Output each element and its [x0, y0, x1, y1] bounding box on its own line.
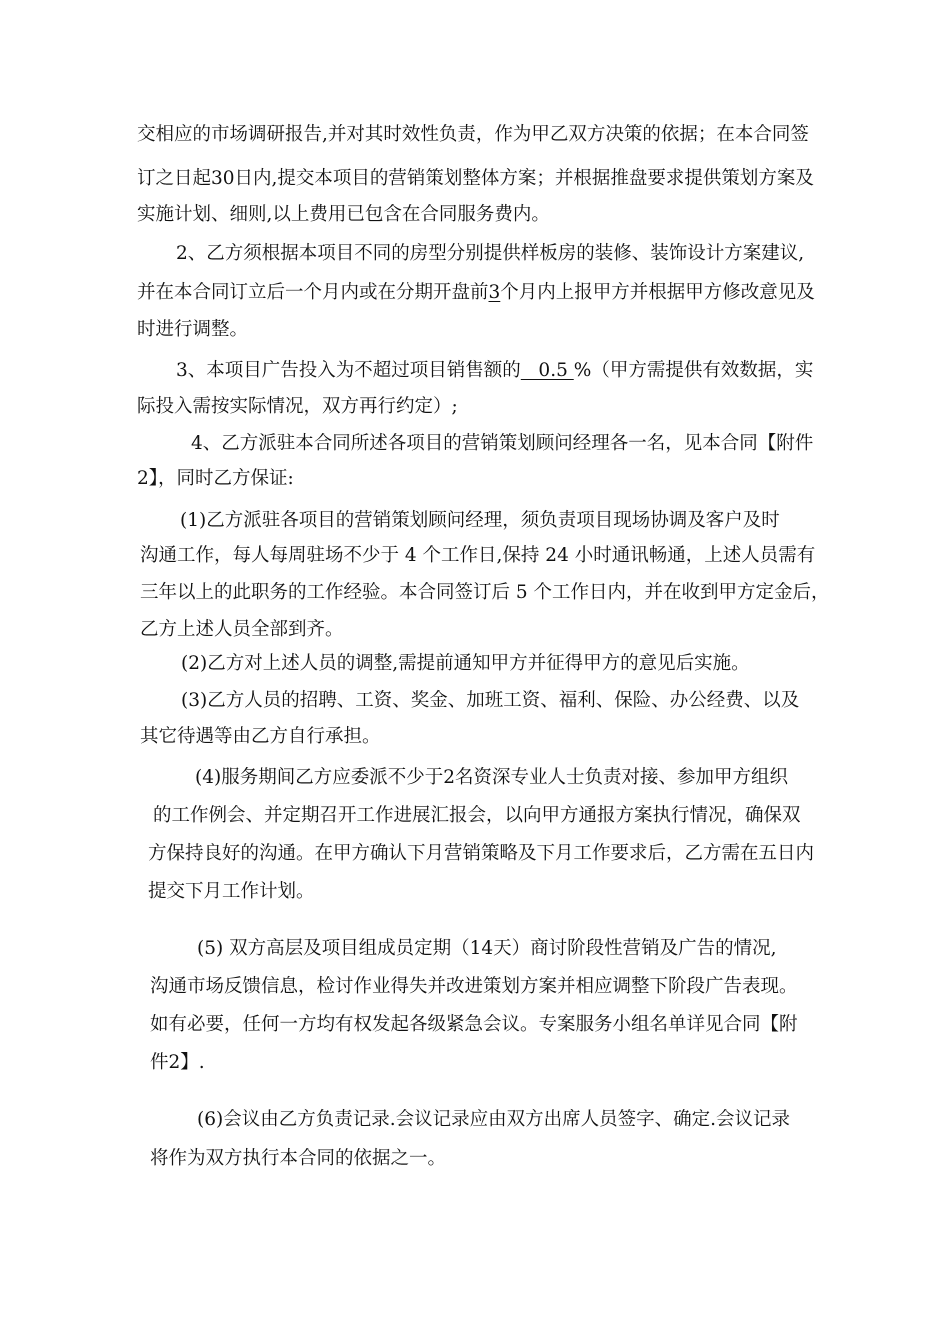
text-span: 3、本项目广告投入为不超过项目销售额的: [176, 360, 521, 381]
text-line: 实施计划、细则,以上费用已包含在合同服务费内。: [137, 204, 550, 225]
text-line: 沟通工作，每人每周驻场不少于 4 个工作日,保持 24 小时通讯畅通，上述人员需有: [140, 545, 816, 566]
text-line: 将作为双方执行本合同的依据之一。: [150, 1148, 447, 1169]
text-line: 际投入需按实际情况，双方再行约定）;: [137, 396, 458, 417]
underlined-number: 3: [488, 282, 501, 303]
text-line: 如有必要，任何一方均有权发起各级紧急会议。专案服务小组名单详见合同【附: [150, 1014, 798, 1035]
text-line: 2、乙方须根据本项目不同的房型分别提供样板房的装修、装饰设计方案建议,: [176, 243, 805, 264]
text-span: %（甲方需提供有效数据，实: [573, 360, 814, 381]
text-line: 订之日起30日内,提交本项目的营销策划整体方案；并根据推盘要求提供策划方案及: [137, 168, 814, 189]
text-line: 时进行调整。: [137, 319, 249, 340]
text-line: 2】，同时乙方保证:: [137, 468, 294, 489]
text-line: 三年以上的此职务的工作经验。本合同签订后 5 个工作日内，并在收到甲方定金后，: [140, 582, 830, 603]
text-line: [137, 284, 815, 303]
text-line: 其它待遇等由乙方自行承担。: [140, 726, 381, 747]
text-line: 件2】.: [150, 1052, 205, 1073]
text-line: 交相应的市场调研报告,并对其时效性负责，作为甲乙双方决策的依据；在本合同签: [137, 124, 809, 145]
text-line: 的工作例会、并定期召开工作进展汇报会，以向甲方通报方案执行情况，确保双: [153, 805, 801, 826]
text-line: 方保持良好的沟通。在甲方确认下月营销策略及下月工作要求后，乙方需在五日内: [148, 843, 815, 864]
text-span: 个月内上报甲方并根据甲方修改意见及: [500, 282, 815, 303]
text-span: 并在本合同订立后一个月内或在分期开盘前: [137, 282, 489, 303]
text-line: (6)会议由乙方负责记录.会议记录应由双方出席人员签字、确定.会议记录: [197, 1109, 790, 1130]
text-line: 提交下月工作计划。: [148, 881, 315, 902]
ad-percentage-value: 0.5: [520, 360, 574, 381]
text-line: [176, 362, 813, 381]
text-line: 沟通市场反馈信息，检讨作业得失并改进策划方案并相应调整下阶段广告表现。: [150, 976, 798, 997]
text-line: (5) 双方高层及项目组成员定期（14天）商讨阶段性营销及广告的情况,: [197, 938, 777, 959]
text-line: 乙方上述人员全部到齐。: [140, 619, 344, 640]
text-line: (3)乙方人员的招聘、工资、奖金、加班工资、福利、保险、办公经费、以及: [181, 690, 800, 711]
text-line: 4、乙方派驻本合同所述各项目的营销策划顾问经理各一名，见本合同【附件: [191, 433, 814, 454]
text-line: (4)服务期间乙方应委派不少于2名资深专业人士负责对接、参加甲方组织: [195, 767, 788, 788]
text-line: (1)乙方派驻各项目的营销策划顾问经理，须负责项目现场协调及客户及时: [180, 510, 780, 531]
text-line: (2)乙方对上述人员的调整,需提前通知甲方并征得甲方的意见后实施。: [181, 653, 750, 674]
